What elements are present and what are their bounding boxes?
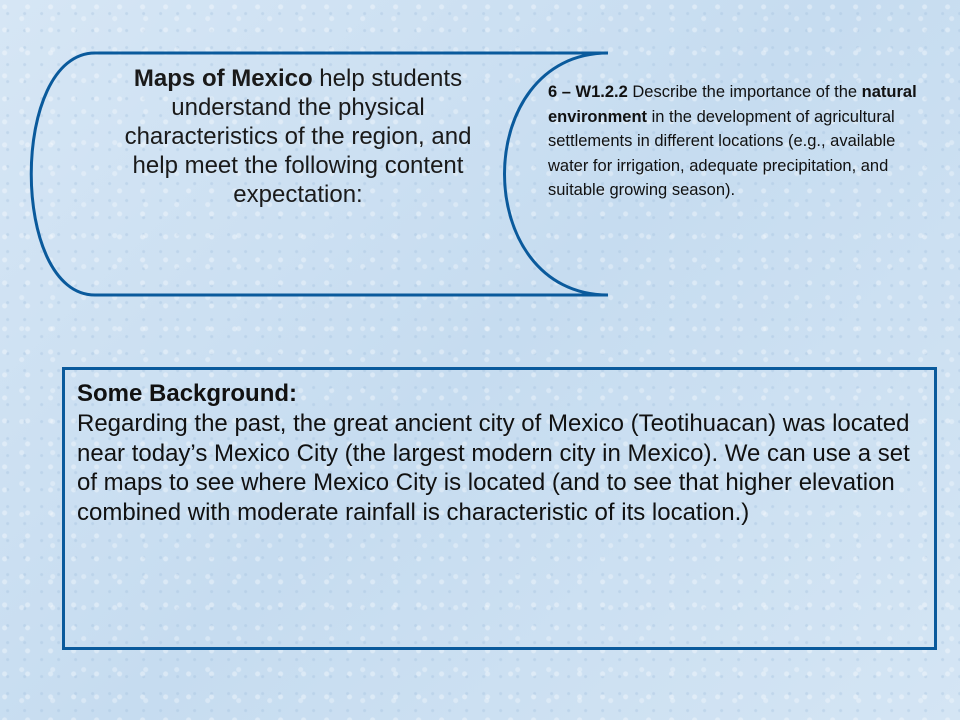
expectation-code: 6 – W1.2.2 xyxy=(548,83,628,101)
content-expectation xyxy=(548,80,933,203)
background-box xyxy=(62,367,937,650)
intro-text xyxy=(108,64,488,209)
background-body: Regarding the past, the great ancient city of Mexico (Teotihuacan) was located near today’s Mexico City (the largest modern city in Mexico). We can use a set of maps to see where Mexico City is located (and to see that higher elevation combined with moderate rainfall is characteristic of its location.) xyxy=(77,410,910,526)
expectation-text-before: Describe the importance of the xyxy=(627,83,862,101)
intro-body: help students understand the physical characteristics of the region, and help meet the following content expectation: xyxy=(124,65,472,208)
background-title: Some Background: xyxy=(77,380,298,407)
intro-bold: Maps of Mexico xyxy=(133,65,313,92)
expectation-text-after: in the development of agricultural settlements in different locations (e.g., available water for irrigation, adequate precipitation, and suitable growing season). xyxy=(548,107,896,199)
expectation-bold: natural environment xyxy=(548,83,917,126)
